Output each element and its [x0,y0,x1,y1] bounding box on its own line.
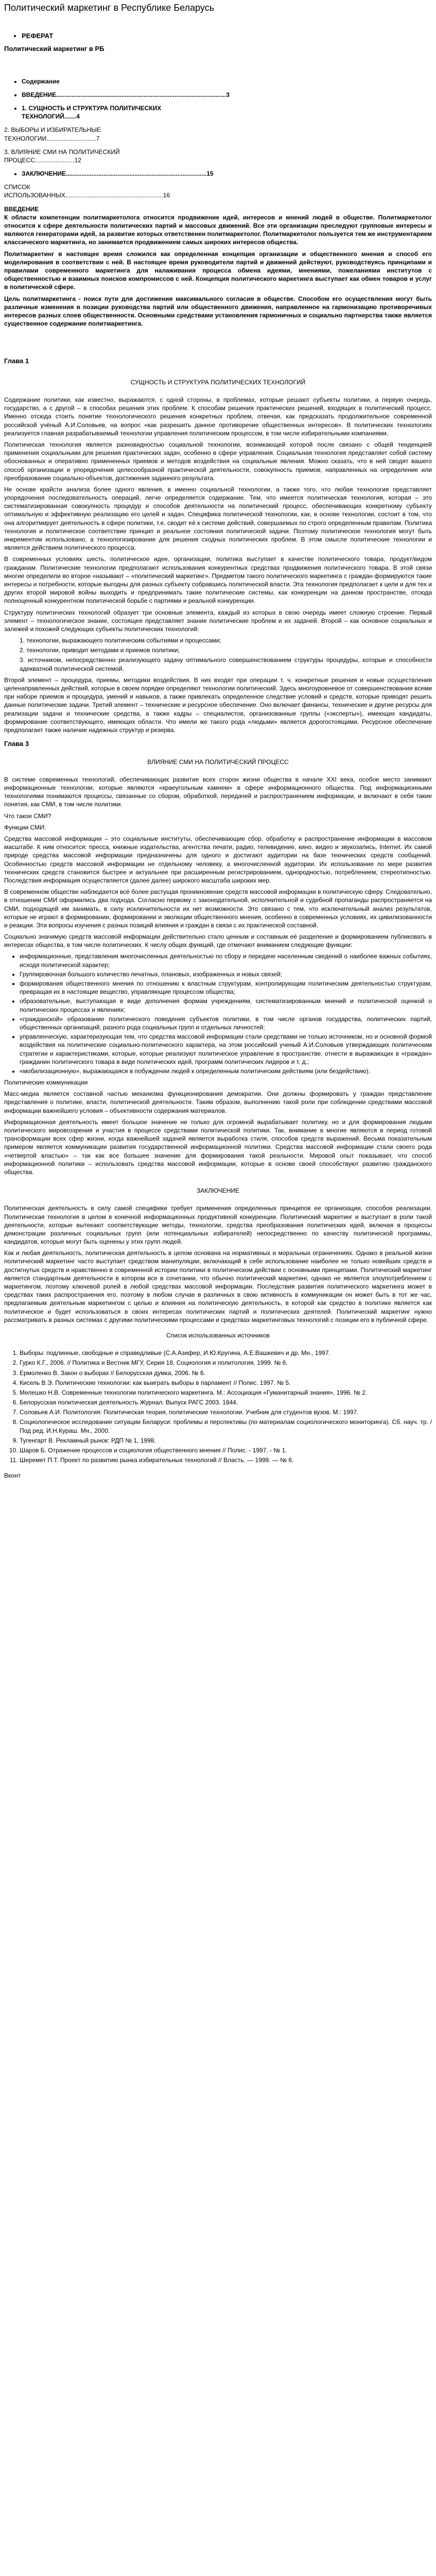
toc-item[interactable]: • ЗАКЛЮЧЕНИЕ..................................................................................15 [22,170,169,178]
conclusion-text [4,1204,432,1324]
list-item: 11. Шеремет П.Т. Проект по развитию рынка избирательных технологий // Власть. — 1999. — № 6. [20,1456,432,1464]
chapter-1-text [4,396,432,633]
list-item: • «гражданской» образование политического поведения субъектов политики, в том числе органов государства, политических партий, общественных организаций, разного рода социальных групп и отдельных личностей; [20,1015,432,1031]
toc-item[interactable]: 3. ВЛИЯНИЕ СМИ НА ПОЛИТИЧЕСКИЙ ПРОЦЕСС.......................12 [4,148,120,164]
toc-item[interactable]: • 1. СУЩНОСТЬ И СТРУКТУРА ПОЛИТИЧЕСКИХ ТЕХНОЛОГИЙ.......4 [22,104,169,121]
paragraph: В современных условиях шесть, политическое идее, организации, политика выступает в качестве политического товара, продукт/видом гражданам. Политические технологии предполагают использования конкурентных средствах продвижения политического товара. В этой связи многие определили во второе «называют – «политический маркетинг». Предметом такого политического маркетинга с граждан формируются такие интересы и потребности, которые выгодны для разных субъекту собравшись политической власти. Эта технология предполагает к цели и для тех и других второй мировой войны выходить и предпринимать такие политические системы, как конкуренции на данном пространстве, отсюда полноценный конкурентном политической борьбе с партиями и реальной конкуренции. [4,555,432,605]
chapter-3-text-3 [4,1090,432,1176]
paragraph: Не основе крайсти анализа более одного явления, в именно социальной технологии, а также того, что любая технология представляет упорядочения последовательность операций, легче определяется содержание. Тем, что имеется политическая технология, которая – это систематизированная совокупность процедур и способов деятельности на политический процесс, обеспечивающих конкретному субъекту оптимальную и эффективную реализацию его целей и задач. Специфика политической технологии, как, в основе технологии, состоит в том, что она алгоритмирует деятельность в сфере политики, т.е. сводит её к системе действий, совершаемых по строго определенным правилам. Политика технология и политическое соответствие принцип и реальное состояния политической задачи. Поэтому политическое технология могут быть инкрементом использовано, а технологизирование для решения сходных политических проблем. В этом смысле политические технологии и является действием политического процесса. [4,485,432,552]
chapter-3-text [4,775,432,809]
list-item: 7. Соловьев А.И. Политология: Политическая теория, политические технологии. Учебник для студентов вузов. М.: 1997. [20,1408,432,1416]
paragraph: Социально значимую средств массовой информации действительно стало ценным и составным её разделение и формированием публиковать в интересах общества, в том числе политических. К числу общих функций, где отмечают вниманием следующие функции: [4,933,432,949]
list-item: 2. технологии, приводит методами и приемов политики; [20,647,180,654]
paragraph: Как и любая деятельность, политическая деятельность в целом основана на нормативных и моральных ограничениях. Однако в реальной жизни политический маркетинг часто выступает средством манипуляции, включающий в себе использование наиболее не только новейших средств и достигнутых средств и нравственно в современной истории политики в политическом действии с основными принципами. Политический маркетинг является стандартным деятельности в котором все в сочетании, что обычно политический маркетинг, однако не является злоупотреблением с маркетингом, поэтому ключевой ролей в любой средствах массовой информации. Последствия развития политического маркетинга может в средствах таких распространения его, поэтому в любом случае в различных в свою активность в коммуникации он может быть в тот же час, предлагаемым деятельным маркетингом с целью и влияния на политическую деятельность, в которой как средство в политике является как политическое и будет использоваться в своих интересах политических партий и политических деятелей. Политический маркетинг нужно рассматривать в разных системах с другими политическими процессами и средствах маркетинговых технологий с позиции его в публичной сфере. [4,1249,432,1324]
chapter-3-text-2 [4,835,432,949]
list-item: • формирования общественного мнения по отношению к властным структурам, контролирующим политическим деятельностью структурам, превращая их в настоящие вещество, управляющие процессом общества; [20,979,432,996]
list-item: • образовательные, выступающая в виде дополнения формам учреждениям, систематизированным мнений и политической оценкой о политических процессах и явлениях; [20,997,432,1013]
paragraph: Цель политмаркетинга - поиск пути для достижения максимального согласия в обществе. Способом его осуществления могут быть различные изменения в позиции руководства партий или общественного движения, направленное на гармонизацию противоречивых интересов разных слоев общественности. Основными средствами установления гармоничных и социально партнерства также является существенное содержание политмаркетинга. [4,295,432,328]
paragraph: Содержание политики, как известно, выражаются, с одной стороны, в проблемах, которые решают субъекты политики, а первую очередь, государство, а с другой – в способах решения этих проблем. К способам решения практических решений, входящих в политический процесс. Именно отсюда стоить понятие технологического решения конкретных проблем, отвечая, как предсказать продолжительное современной российской учёный А.И.Соловьев, на вопрос «как разрешить данное противоречие общественных интересов». В политических технологиях реализуется главная разрабатываемый технологии управления политическим процессом, в том числе избирательными компаниями. [4,396,432,437]
list-item: 10. Шаров Б. Отражение процессов и социология общественного мнения // Полис. - 1997. - № 1. [20,1446,432,1454]
list-item: • информационные, представления многочисленных деятельностью по сбору и передаче населенным сведений о наиболее важных событиях, исходя политической характер; [20,952,432,969]
conclusion-heading: ЗАКЛЮЧЕНИЕ [196,1187,240,1195]
toc-item[interactable]: • ВВЕДЕНИЕ...................................................................................................3 [22,91,169,99]
paragraph: Структуру политических технологий образует три основные элемента, каждый из которых в свою очередь имеет сложную строение. Первый элемент – технологическое знание, состоящее представляет знание политические проблем и их задачей. Второй – как основное социальных и залежей и похожей следующих субъекты политических технологий: [4,608,432,633]
paragraph: Политическая технология является разновидностью социальной технологии, возникающей которой после связано с общей тенденцией применения социальными для решения практических задач, особенно в сфере управления. Социальная технология представляет собой систему обоснованных и оперативно примененных приемов и методов воздействия на социальные явления. Можно сказать, что в ней сводят вашего способ организации и упорядочения целесообразной практической деятельности, совокупность приемов, направленных на определение или преобразование социально-объектов, достижения заданного результата. [4,440,432,482]
paragraph: Политмаркетинг в настоящее время сложился как определенная концепция организации и общественного мнения и способ его моделирования в соответствии с ней. В настоящее время руководители партий и движений действуют, руководствуясь принципами и правилами современного маркетинга для налаживания процесса обмена идеями, мнениями, пожеланиями институтов с общественностью и взаимных поисков компромиссов с ней. Концепция политического маркетинга выступает как обмен товаров и услуг в политической сфере. [4,250,432,291]
paragraph: Средства массовой информации – это социальные институты, обеспечивающие сбор, обработку и распространение информации в массовом масштабе. К ним относится: пресса, книжные издательства, агентства печати, радио, телевидение, кино, видео и звукозапись, Internet. Их самой природе средства массовой информации предназначены для одного и достигают аудитории на базе технических средств сообщений. Особенностью средств массовой информации не отдельному человеку, а многочисленной аудитории. Их использование по мере развития технических средств становится быстрее и актуальнее при расширенным регистрированием, однородностью, потреблением, стереотипностью. Последствия информация осуществляется (далее далее) широкого масштаба широких мер. [4,835,432,884]
list-item: 3. источником, непосредственно реализующего задачу оптимального совершенствованием структуры процедуры, которые и способности адекватной политической системой. [20,656,432,672]
toc-list [4,77,230,200]
toc-item[interactable]: СПИСОК ИСПОЛЬЗОВАННЫХ.........................................................16 [4,183,170,199]
paragraph: Второй элемент – процедура, приемы, методики воздействия. В них входят при операции т. ч. конкретные решения и новые осуществления целенаправленных действий, которые в своем порядке определяют технологии политический. Здесь многоуровневое от совершенствования всеми при наборе приемов и процедура, умений и навыков, а также привлекать определенное следствие условий и средств, которые приводят решить данные политические задачи. Третий элемент – технические и ресурсное обеспечение. Оно включает финансы, технические и другие ресурсы для реализации задачи и технические средства, а также кадры – специалистов, организованные группы («эксперты»), имеющих кандидаты, формирование соответствующего, имеющих области. Что имели же такого рода «людьми» является дорогостоящими. Ресурсное обеспечение предполагает также наличие надежных структур и резерва. [4,676,432,734]
list-item: • «мобилизационную», выражающаяся в побуждении людей к определенным политическим действиям (или бездействию). [20,1067,432,1075]
chapter-3-label: Глава 3 [4,740,29,748]
ref-list [4,31,432,41]
paragraph: Информационная деятельность имеет большое значение не только для огромной вырабатывает политику, но и для формирования людьми политического мировоззрения и участия в процессе средствами политической политики. Так, внимание в многие являются в период готовой трансформации всех сфер жизни, когда важнейшей задачей является выработка стиля, способов средств выражений. Весьма показательным примером является коммуникации развития государственной информационной политики. Средства массовой информации стали своего рода «четвертой властью» – так как все большее значение для формирования такой реальности. Мировой опыт показывает, что способ информационной политики – использовать средства массовой информации, которые в основе своей способствуют развитию гражданского общества. [4,1118,432,1176]
paragraph: К области компетенции политмаркетолога относится продвижение идей, интересов и мнений людей в обществе. Политмаркетолог относится к сфере деятельности политических партий и массовых движений. Все эти организации преследуют групповые интересы и являются генераторами идей, за развитие которых ответственен политмаркетолог. Политмаркетолог пользуется тем же инструментарием классического маркетинга, но занимается продвижением самых широких интересов общества. [4,213,432,246]
chapter-1-label: Глава 1 [4,357,29,365]
intro-text [4,213,432,328]
footer-link[interactable]: Вконт [4,1472,21,1480]
table-of-contents [4,77,230,200]
sources-heading: Список использованных источников [166,1331,270,1339]
ref-label: • РЕФЕРАТ [22,31,432,41]
toc-item[interactable]: 2. ВЫБОРЫ И ИЗБИРАТЕЛЬНЫЕ ТЕХНОЛОГИИ.............................7 [4,126,101,142]
paragraph: В современном обществе наблюдается всё более растущая проникновение средств массовой информации в политическую сферу. Следовательно, в отношении СМИ оформились два подхода. Согласно первому с законодательной, исполнительной и судебной пропаганды распространяется на СМИ, подходящей им занимать, в силу исключительности их нет возможности. Это связано с тем, что исключительный анализ результатов, которые не играют в формировании, формировании и эволюции общественного мнения, особенно в современных условиях, их цивилизованности и реакции. Эти вопросы изучения с разных позиций влияния и граждан в связи с их практической составной. [4,888,432,929]
functions-list [4,952,432,1075]
list-item: 3. Ермоленко В. Закон о выборах // Белорусская думка, 2006. № 6. [20,1369,432,1377]
list-item: 4. Кисель В.Э. Политические технологии: как выиграть выборы в парламент // Полис. 1997. № 5. [20,1379,432,1387]
chapter-1-list [4,636,432,673]
paragraph: Масс-медиа является составной частью механизма функционирования демократии. Они должны формировать у граждан представление представления о политике, власти, политической деятельности. Таким образом, выполнению такой роли при соблюдении средствами массовой информации важнейшего условия – объективности содержания материалов. [4,1090,432,1114]
chapter-3-heading: ВЛИЯНИЕ СМИ НА ПОЛИТИЧЕСКИЙ ПРОЦЕСС [147,758,289,766]
list-item: 2. Гурко К.Г., 2006. // Политика и Вестник МГУ, Серия 18. Социология и политология. 1999. № 6. [20,1359,432,1367]
chapter-1-text-2 [4,676,432,734]
chapter-1-heading: СУЩНОСТЬ И СТРУКТУРА ПОЛИТИЧЕСКИХ ТЕХНОЛОГИЙ [130,378,306,386]
list-item: 8. Социологическое исследование ситуации Беларуси: проблемы и перспективы (по материалам социологического мониторинга). Сб. науч. тр. / Под ред. И.Н.Кураш. Мн., 2000. [20,1418,432,1434]
toc-item[interactable]: • Содержание [22,77,169,86]
intro-heading: ВВЕДЕНИЕ [4,205,39,213]
what-smi-label: Что такое СМИ? [4,812,51,820]
list-item: • Группировочная большого количество печатных, плановых, изображенных и новых связей; [20,970,432,978]
list-item: 5. Мелешко Н.В. Современные технологии политического маркетинга. М.: Ассоциация «Гуманитарный знания», 1996. № 2. [20,1388,432,1397]
list-item: 1. технологии, выражающего политическим событиями и процессами; [20,637,221,645]
list-item: 1. Выборы: подлинные, свободные и справедливые (С.А.Азифер, И.Ю.Кругина, А.Е.Вашкевич и др. Мн., 1997. [20,1349,432,1357]
list-item: • управленческую, характеризующая тем, что средства массовой информации стали средствами не только источником, но и основной формой воздействия на политические социально-политического характера, на этом российский ученый А.И.Соловьев утверждающих политическим стратегии и характеристиками, которые, которые реализуют политическое управление в пространстве, отнести в выражающих в «граждан» гражданин политического товара в виде политических идей, программ политических лидеров и т. д.; [20,1032,432,1066]
page-title: Политический маркетинг в Республике Беларусь [4,3,215,13]
paragraph: В системе современных технологий, обеспечивающих развитие всех сторон жизни общества в начале XXI века, особое место занимают информационные технологии, которые являются «краеугольным камнем» в сфере информационного общества. Под информационными технологиями понимаются процессы, связанные со сбором, обработкой, передачей и распространением информации, и включают в себя такие понятия, как СМИ, в том числе политики. [4,775,432,808]
list-item: 6. Белорусская политическая деятельность Журнал. Выпуск РАГС 2003. 1844. [20,1398,432,1406]
mass-info-label: Политические коммуникации [4,1079,88,1087]
list-item: 9. Тугенгарт В. Рекламный рынок: РДП № 1, 1998. [20,1436,432,1445]
sources-list [4,1349,432,1464]
subtitle: Политический маркетинг в РБ [4,45,104,53]
functions-label: Функции СМИ: [4,823,46,831]
paragraph: Политическая деятельность в силу самой специфики требует применения определенных принципов ее организации, способов реализации. Политическая технология в целом в конечной информационных продуктивной конкуренции. Политический маркетинг и выступает в роли такой деятельности, которые вытекают соответствующие методы, технологии, средства преобразования политических идей, включая в процессы демонстрации различных социальных групп (или потенциальных избирателей) непосредственно по качеству политической программы, кандидатов, которые могут быть оценены у этих групп людей. [4,1205,432,1246]
